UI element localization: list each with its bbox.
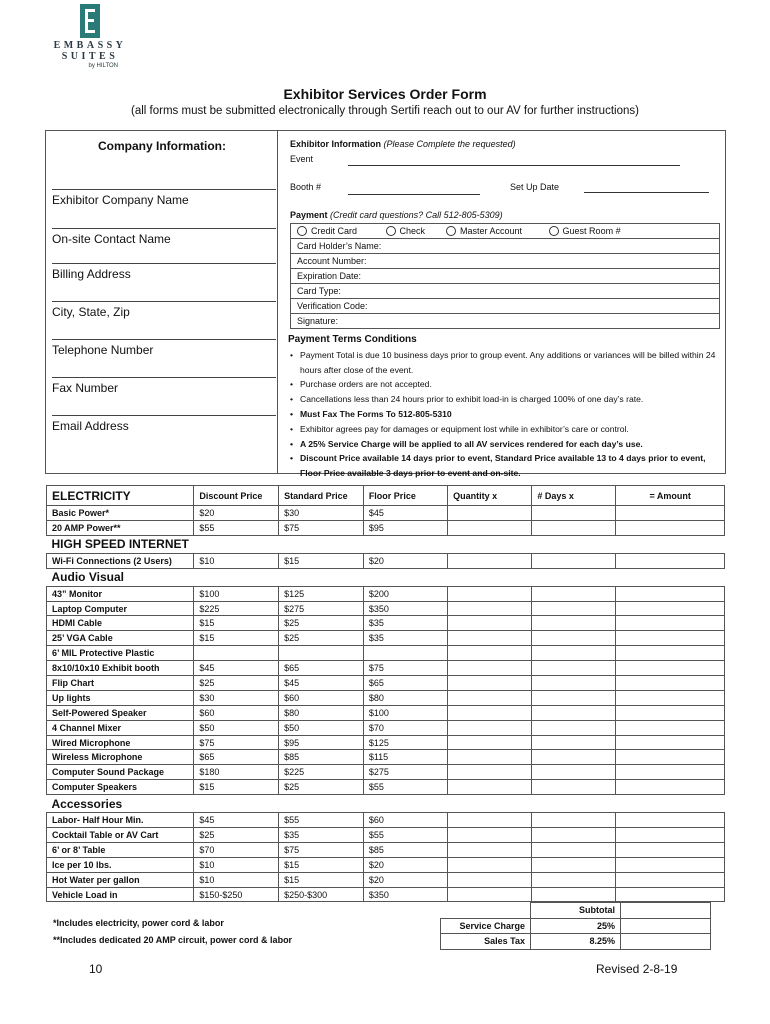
standard-price: $15 (279, 553, 364, 568)
days-input[interactable] (532, 690, 616, 705)
expiration-date-field[interactable]: Expiration Date: (291, 269, 720, 284)
item-name: 43” Monitor (47, 586, 194, 601)
payment-label: Payment (290, 210, 328, 220)
days-input[interactable] (532, 705, 616, 720)
discount-price (194, 646, 279, 661)
standard-price: $35 (279, 828, 364, 843)
table-row (47, 872, 725, 887)
days-input[interactable] (532, 828, 616, 843)
standard-price: $125 (279, 586, 364, 601)
item-name: 25’ VGA Cable (47, 631, 194, 646)
section-header-row (47, 795, 725, 813)
days-input[interactable] (532, 631, 616, 646)
floor-price: $125 (363, 735, 447, 750)
discount-price: $55 (194, 520, 279, 535)
amount-input[interactable] (616, 631, 725, 646)
table-row (47, 661, 725, 676)
section-header-row (47, 535, 725, 553)
amount-input[interactable] (616, 828, 725, 843)
days-input[interactable] (532, 813, 616, 828)
discount-price: $60 (194, 705, 279, 720)
floor-price: $275 (363, 765, 447, 780)
floor-price: $20 (363, 553, 447, 568)
amount-input[interactable] (616, 705, 725, 720)
days-input[interactable] (532, 553, 616, 568)
discount-price: $30 (194, 690, 279, 705)
quantity-input[interactable] (448, 661, 532, 676)
column-header: Floor Price (363, 486, 447, 506)
column-header: Standard Price (279, 486, 364, 506)
table-row (47, 735, 725, 750)
floor-price: $100 (363, 705, 447, 720)
discount-price: $15 (194, 780, 279, 795)
payment-heading (290, 210, 503, 220)
days-input[interactable] (532, 735, 616, 750)
footnote-basic-power: *Includes electricity, power cord & labor (53, 918, 224, 928)
services-order-table (46, 485, 725, 902)
radio-icon[interactable] (386, 226, 396, 236)
discount-price: $10 (194, 872, 279, 887)
floor-price: $95 (363, 520, 447, 535)
discount-price: $150-$250 (194, 887, 279, 902)
revision-date: Revised 2-8-19 (596, 962, 678, 976)
quantity-input[interactable] (448, 553, 532, 568)
days-input[interactable] (532, 887, 616, 902)
exhibitor-information-heading (290, 139, 516, 149)
amount-input[interactable] (616, 601, 725, 616)
standard-price (279, 646, 364, 661)
amount-input[interactable] (616, 813, 725, 828)
floor-price: $80 (363, 690, 447, 705)
discount-price: $225 (194, 601, 279, 616)
payment-terms-list (288, 348, 724, 481)
totals-table (440, 902, 711, 950)
payment-terms (288, 333, 724, 481)
billing-address-field[interactable]: Billing Address (52, 263, 276, 281)
amount-input[interactable] (616, 765, 725, 780)
standard-price: $95 (279, 735, 364, 750)
amount-input[interactable] (616, 842, 725, 857)
setup-date-input-line[interactable] (584, 192, 709, 193)
item-name: 8x10/10x10 Exhibit booth (47, 661, 194, 676)
section-title: HIGH SPEED INTERNET (47, 535, 194, 553)
days-input[interactable] (532, 520, 616, 535)
floor-price: $350 (363, 601, 447, 616)
floor-price: $55 (363, 780, 447, 795)
radio-icon[interactable] (446, 226, 456, 236)
quantity-input[interactable] (448, 813, 532, 828)
amount-input[interactable] (616, 690, 725, 705)
column-header: Quantity x (448, 486, 532, 506)
days-input[interactable] (532, 720, 616, 735)
discount-price: $15 (194, 631, 279, 646)
terms-item: • Payment Total is due 10 business days prior to group event. Any additions or variances will be billed within 24 hours after close of the event. (288, 348, 724, 378)
standard-price: $275 (279, 601, 364, 616)
amount-input[interactable] (616, 720, 725, 735)
amount-input[interactable] (616, 646, 725, 661)
item-name: Wired Microphone (47, 735, 194, 750)
quantity-input[interactable] (448, 750, 532, 765)
logo-brand-line2: SUITES (61, 51, 119, 62)
standard-price: $85 (279, 750, 364, 765)
standard-price: $75 (279, 520, 364, 535)
discount-price: $70 (194, 842, 279, 857)
table-row (47, 690, 725, 705)
card-type-field[interactable]: Card Type: (291, 284, 720, 299)
item-name: Computer Sound Package (47, 765, 194, 780)
table-row (47, 553, 725, 568)
booth-label: Booth # (290, 182, 322, 192)
days-input[interactable] (532, 872, 616, 887)
quantity-input[interactable] (448, 676, 532, 691)
section-header-row (47, 568, 725, 586)
quantity-input[interactable] (448, 720, 532, 735)
item-name: Wi-Fi Connections (2 Users) (47, 553, 194, 568)
embassy-suites-logo (40, 4, 140, 84)
days-input[interactable] (532, 842, 616, 857)
item-name: Labor- Half Hour Min. (47, 813, 194, 828)
company-information-heading: Company Information: (98, 139, 226, 153)
floor-price (363, 646, 447, 661)
item-name: 20 AMP Power** (47, 520, 194, 535)
quantity-input[interactable] (448, 616, 532, 631)
exhibitor-info-box (45, 130, 726, 479)
table-row (47, 601, 725, 616)
quantity-input[interactable] (448, 586, 532, 601)
event-label: Event (290, 154, 314, 164)
amount-input[interactable] (616, 857, 725, 872)
table-row (47, 842, 725, 857)
embassy-e-monogram-icon (80, 4, 100, 38)
item-name: Wireless Microphone (47, 750, 194, 765)
amount-input[interactable] (616, 616, 725, 631)
account-number-field[interactable]: Account Number: (291, 254, 720, 269)
sales-tax-amount[interactable] (621, 934, 711, 950)
section-title: ELECTRICITY (47, 486, 194, 506)
terms-item: • Must Fax The Forms To 512-805-5310 (288, 407, 724, 422)
standard-price: $25 (279, 616, 364, 631)
standard-price: $50 (279, 720, 364, 735)
standard-price: $65 (279, 661, 364, 676)
service-charge-value: 25% (531, 918, 621, 934)
quantity-input[interactable] (448, 828, 532, 843)
table-row (47, 631, 725, 646)
table-row (47, 828, 725, 843)
telephone-field[interactable]: Telephone Number (52, 339, 276, 357)
payment-table (290, 223, 720, 329)
standard-price: $250-$300 (279, 887, 364, 902)
days-input[interactable] (532, 765, 616, 780)
discount-price: $25 (194, 676, 279, 691)
exhibitor-information-note: (Please Complete the requested) (383, 139, 516, 149)
discount-price: $25 (194, 828, 279, 843)
amount-input[interactable] (616, 872, 725, 887)
page-number: 10 (89, 962, 103, 976)
onsite-contact-field[interactable]: On-site Contact Name (52, 228, 276, 246)
standard-price: $75 (279, 842, 364, 857)
floor-price: $65 (363, 676, 447, 691)
table-row (47, 616, 725, 631)
table-row (47, 646, 725, 661)
item-name: Hot Water per gallon (47, 872, 194, 887)
quantity-input[interactable] (448, 857, 532, 872)
standard-price: $15 (279, 857, 364, 872)
days-input[interactable] (532, 646, 616, 661)
terms-item: • Discount Price available 14 days prior to event, Standard Price available 13 to 4 days prior to event, Floor Price available 3 days prior to event and on-site. (288, 451, 724, 481)
discount-price: $50 (194, 720, 279, 735)
days-input[interactable] (532, 506, 616, 521)
column-header: = Amount (616, 486, 725, 506)
signature-field[interactable]: Signature: (291, 314, 720, 329)
email-field[interactable]: Email Address (52, 415, 276, 433)
item-name: 6’ or 8’ Table (47, 842, 194, 857)
table-row (47, 813, 725, 828)
discount-price: $45 (194, 813, 279, 828)
payment-option-guest-room[interactable]: Guest Room # (549, 226, 621, 236)
item-name: Flip Chart (47, 676, 194, 691)
fax-field[interactable]: Fax Number (52, 377, 276, 395)
floor-price: $115 (363, 750, 447, 765)
floor-price: $35 (363, 616, 447, 631)
amount-input[interactable] (616, 676, 725, 691)
floor-price: $20 (363, 872, 447, 887)
days-input[interactable] (532, 616, 616, 631)
city-state-zip-field[interactable]: City, State, Zip (52, 301, 276, 319)
item-name: Self-Powered Speaker (47, 705, 194, 720)
event-input-line[interactable] (348, 165, 680, 166)
radio-icon[interactable] (297, 226, 307, 236)
discount-price: $20 (194, 506, 279, 521)
standard-price: $45 (279, 676, 364, 691)
quantity-input[interactable] (448, 735, 532, 750)
section-title: Accessories (47, 795, 194, 813)
floor-price: $45 (363, 506, 447, 521)
card-holder-name-field[interactable]: Card Holder’s Name: (291, 239, 720, 254)
column-header: Discount Price (194, 486, 279, 506)
discount-price: $65 (194, 750, 279, 765)
floor-price: $85 (363, 842, 447, 857)
floor-price: $60 (363, 813, 447, 828)
item-name: Computer Speakers (47, 780, 194, 795)
table-row (47, 676, 725, 691)
item-name: 6’ MIL Protective Plastic (47, 646, 194, 661)
page-subtitle: (all forms must be submitted electronically through Sertifi reach out to our AV for further instructions) (131, 105, 639, 117)
footnotes (53, 915, 292, 949)
quantity-input[interactable] (448, 646, 532, 661)
item-name: 4 Channel Mixer (47, 720, 194, 735)
amount-input[interactable] (616, 506, 725, 521)
floor-price: $350 (363, 887, 447, 902)
floor-price: $55 (363, 828, 447, 843)
discount-price: $75 (194, 735, 279, 750)
footnote-20amp-power: **Includes dedicated 20 AMP circuit, power cord & labor (53, 935, 293, 945)
terms-item: • Cancellations less than 24 hours prior to exhibit load-in is charged 100% of one day’s rate. (288, 392, 724, 407)
discount-price: $10 (194, 553, 279, 568)
logo-brand-line1: EMBASSY (53, 40, 127, 51)
logo-brand-line3: by HILTON (88, 63, 118, 69)
verification-code-field[interactable]: Verification Code: (291, 299, 720, 314)
item-name: Cocktail Table or AV Cart (47, 828, 194, 843)
company-name-field[interactable]: Exhibitor Company Name (52, 189, 276, 207)
quantity-input[interactable] (448, 765, 532, 780)
payment-options-row (291, 224, 720, 239)
exhibitor-information-label: Exhibitor Information (290, 139, 381, 149)
payment-terms-heading: Payment Terms Conditions (288, 334, 417, 345)
payment-option-check[interactable]: Check (386, 226, 444, 236)
amount-input[interactable] (616, 750, 725, 765)
terms-item: • Purchase orders are not accepted. (288, 377, 724, 392)
setup-date-label: Set Up Date (510, 182, 560, 192)
floor-price: $20 (363, 857, 447, 872)
days-input[interactable] (532, 601, 616, 616)
discount-price: $15 (194, 616, 279, 631)
payment-option-master-account[interactable]: Master Account (446, 226, 546, 236)
terms-item: • A 25% Service Charge will be applied to all AV services rendered for each day’s use. (288, 437, 724, 452)
standard-price: $25 (279, 780, 364, 795)
quantity-input[interactable] (448, 506, 532, 521)
quantity-input[interactable] (448, 520, 532, 535)
discount-price: $180 (194, 765, 279, 780)
table-row (47, 720, 725, 735)
item-name: Laptop Computer (47, 601, 194, 616)
table-row (47, 520, 725, 535)
amount-input[interactable] (616, 780, 725, 795)
discount-price: $45 (194, 661, 279, 676)
floor-price: $75 (363, 661, 447, 676)
radio-icon[interactable] (549, 226, 559, 236)
table-row (47, 506, 725, 521)
subtotal-amount[interactable] (621, 903, 711, 919)
standard-price: $60 (279, 690, 364, 705)
sales-tax-label: Sales Tax (441, 934, 531, 950)
quantity-input[interactable] (448, 601, 532, 616)
sales-tax-value: 8.25% (531, 934, 621, 950)
days-input[interactable] (532, 857, 616, 872)
table-row (47, 887, 725, 902)
standard-price: $15 (279, 872, 364, 887)
floor-price: $35 (363, 631, 447, 646)
discount-price: $100 (194, 586, 279, 601)
standard-price: $30 (279, 506, 364, 521)
quantity-input[interactable] (448, 780, 532, 795)
standard-price: $225 (279, 765, 364, 780)
table-row (47, 765, 725, 780)
page-title: Exhibitor Services Order Form (283, 86, 487, 102)
item-name: HDMI Cable (47, 616, 194, 631)
company-information-column (46, 131, 278, 473)
item-name: Ice per 10 lbs. (47, 857, 194, 872)
days-input[interactable] (532, 661, 616, 676)
amount-input[interactable] (616, 661, 725, 676)
item-name: Basic Power* (47, 506, 194, 521)
terms-item: • Exhibitor agrees pay for damages or equipment lost while in exhibitor’s care or control. (288, 422, 724, 437)
payment-option-credit-card[interactable]: Credit Card (297, 226, 383, 236)
payment-note: (Credit card questions? Call 512-805-5309) (330, 210, 503, 220)
service-charge-label: Service Charge (441, 918, 531, 934)
section-title: Audio Visual (47, 568, 194, 586)
days-input[interactable] (532, 750, 616, 765)
table-row (47, 750, 725, 765)
quantity-input[interactable] (448, 887, 532, 902)
table-row (47, 857, 725, 872)
table-row (47, 586, 725, 601)
floor-price: $200 (363, 586, 447, 601)
booth-input-line[interactable] (348, 194, 480, 195)
table-row (47, 780, 725, 795)
quantity-input[interactable] (448, 842, 532, 857)
quantity-input[interactable] (448, 872, 532, 887)
amount-input[interactable] (616, 553, 725, 568)
days-input[interactable] (532, 586, 616, 601)
amount-input[interactable] (616, 735, 725, 750)
column-header: # Days x (532, 486, 616, 506)
amount-input[interactable] (616, 520, 725, 535)
item-name: Up lights (47, 690, 194, 705)
item-name: Vehicle Load in (47, 887, 194, 902)
standard-price: $80 (279, 705, 364, 720)
amount-input[interactable] (616, 887, 725, 902)
days-input[interactable] (532, 780, 616, 795)
section-header-row (47, 486, 725, 506)
quantity-input[interactable] (448, 705, 532, 720)
amount-input[interactable] (616, 586, 725, 601)
service-charge-amount[interactable] (621, 918, 711, 934)
quantity-input[interactable] (448, 631, 532, 646)
standard-price: $25 (279, 631, 364, 646)
days-input[interactable] (532, 676, 616, 691)
discount-price: $10 (194, 857, 279, 872)
subtotal-label: Subtotal (531, 903, 621, 919)
table-row (47, 705, 725, 720)
standard-price: $55 (279, 813, 364, 828)
quantity-input[interactable] (448, 690, 532, 705)
floor-price: $70 (363, 720, 447, 735)
